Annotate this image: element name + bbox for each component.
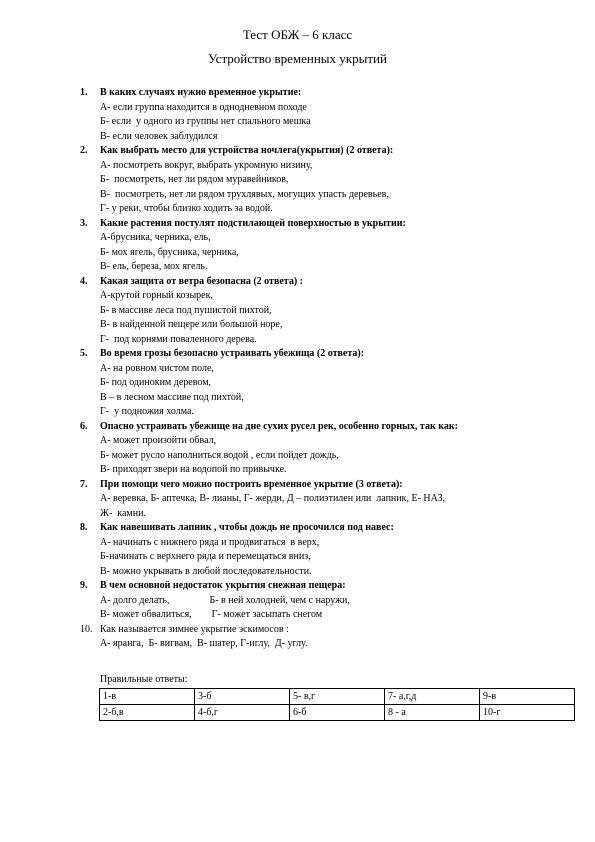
answer-option: В- приходят звери на водопой по привычке.: [100, 464, 287, 475]
question-number: 10.: [80, 623, 93, 635]
question-number: 2.: [80, 145, 88, 156]
answer-option: В- в найденной пещере или большой норе,: [100, 319, 283, 330]
question-item: [80, 86, 550, 144]
table-row: [100, 705, 575, 721]
answer-option: А-крутой горный козырек,: [100, 290, 213, 301]
question-item: [80, 579, 550, 623]
answer-option: Г- под корнями поваленного дерева.: [100, 333, 257, 345]
table-cell: 3-б: [195, 689, 290, 705]
question-text: В каких случаях нужно временное укрытие:: [100, 87, 302, 98]
answer-option: Б- мох ягель, брусника, черника,: [100, 246, 239, 258]
table-cell: 1-в: [100, 689, 195, 705]
question-text: Как выбрать место для устройства ночлега(укрытия) (2 ответа):: [100, 145, 394, 156]
table-cell: 10-г: [480, 705, 575, 721]
answer-option: А- может произойти обвал,: [100, 435, 217, 446]
question-item: [80, 275, 550, 348]
answers-label: Правильные ответы:: [100, 674, 188, 685]
question-number: 5.: [80, 348, 88, 359]
question-text: Опасно устраивать убежище на дне сухих русел рек, особенно горных, так как:: [100, 420, 458, 432]
answer-option: Б- в массиве леса под пушистой пихтой,: [100, 304, 272, 316]
answer-option: Б- если у одного из группы нет спального мешка: [100, 116, 311, 127]
question-item: [80, 347, 550, 420]
answers-table: [99, 688, 575, 721]
question-text: Какие растения постулят подстилающей поверхностью в укрытии:: [100, 217, 406, 229]
question-item: [80, 478, 550, 522]
table-cell: 4-б,г: [195, 705, 290, 721]
answer-option: Г- у подножия холма.: [100, 406, 194, 417]
question-number: 3.: [80, 217, 88, 229]
answer-option: А- если группа находится в однодневном походе: [100, 101, 307, 113]
answer-option: В- если человек заблудился: [100, 130, 218, 142]
answer-option: А- посмотреть вокруг, выбрать укромную низину,: [100, 159, 313, 171]
answer-option: А- на ровном чистом поле,: [100, 362, 214, 374]
answer-option: В- можно укрывать в любой последовательности.: [100, 565, 312, 577]
table-row: [100, 689, 575, 705]
answer-option: Ж- камни.: [100, 507, 146, 519]
table-cell: 9-в: [480, 689, 575, 705]
answer-option: А-брусника, черника, ель,: [100, 232, 211, 243]
question-text: Как навешивать лапник , чтобы дождь не просочился под навес:: [100, 522, 394, 533]
answer-option: А- яранга, Б- вигвам, В- шатер, Г-иглу, Д- углу.: [100, 638, 308, 649]
question-item: [80, 144, 550, 217]
answer-option: А- начинать с нижнего ряда и продвигаться в верх,: [100, 536, 320, 548]
question-item: [80, 420, 550, 478]
answer-option: В- ель, береза, мох ягель.: [100, 261, 208, 272]
question-number: 1.: [80, 87, 88, 98]
answer-option: А- долго делать, Б- в ней холодней, чем с наружи,: [100, 594, 350, 606]
question-number: 8.: [80, 522, 88, 533]
answer-option: Б- посмотреть, нет ли рядом муравейников,: [100, 174, 289, 185]
answer-option: Б- может русло наполниться водой , если пойдет дождь,: [100, 449, 339, 461]
table-cell: 6-б: [290, 705, 385, 721]
question-text: В чем основной недостаток укрытия снежная пещера:: [100, 580, 346, 591]
table-cell: 8 - а: [385, 705, 480, 721]
page-title: Тест ОБЖ – 6 класс: [242, 27, 353, 42]
answer-option: В- посмотреть, нет ли рядом трухлявых, могущих упасть деревьев,: [100, 188, 389, 200]
question-list: [80, 86, 550, 652]
answer-option: В- может обвалиться, Г- может засыпать снегом: [100, 609, 323, 620]
question-number: 9.: [80, 580, 88, 591]
question-number: 7.: [80, 478, 88, 490]
question-number: 6.: [80, 420, 88, 432]
question-text: При помощи чего можно построить временное укрытие (3 ответа):: [100, 478, 403, 490]
table-cell: 2-б,в: [100, 705, 195, 721]
question-text: Какая защита от ветра безопасна (2 ответа) :: [100, 275, 303, 287]
answer-option: В – в лесном массиве под пихтой,: [100, 391, 244, 403]
answer-option: Б- под одиноким деревом,: [100, 377, 212, 388]
table-cell: 7- а,г,д: [385, 689, 480, 705]
question-number: 4.: [80, 275, 88, 287]
table-cell: 5- в,г: [290, 689, 385, 705]
question-item: [80, 521, 550, 579]
answer-option: Б-начинать с верхнего ряда и перемещаться вниз,: [100, 551, 311, 562]
page-subtitle: Устройство временных укрытий: [208, 51, 387, 66]
answer-option: Г- у реки, чтобы близко ходить за водой.: [100, 203, 273, 214]
question-item: [80, 623, 550, 652]
question-text: Как называется зимнее укрытие эскимосов :: [100, 623, 289, 635]
answer-option: А- веревка, Б- аптечка, В- лианы, Г- жерди, Д – полиэтилен или лапник, Е- НАЗ,: [100, 493, 446, 504]
question-text: Во время грозы безопасно устраивать убежища (2 ответа):: [100, 348, 365, 359]
question-item: [80, 217, 550, 275]
